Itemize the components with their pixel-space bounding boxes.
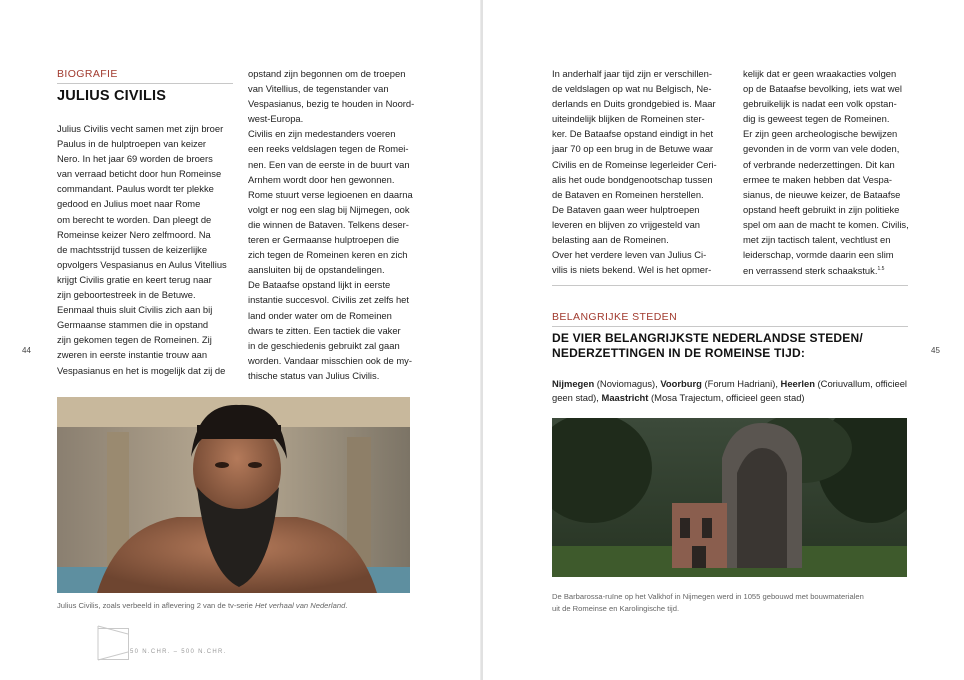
caption-line-2: uit de Romeinse en Karolingische tijd. bbox=[552, 603, 680, 613]
text-line: commandant. Paulus wordt ter plekke bbox=[57, 183, 214, 195]
photo-caption-right bbox=[552, 591, 912, 614]
barbarossa-ruin-illustration bbox=[552, 418, 907, 577]
city-voorburg: Voorburg bbox=[660, 378, 702, 389]
text-line: aansluiten bij de opstandelingen. bbox=[248, 264, 385, 276]
text-line: met zijn tactisch talent, vechtlust en bbox=[743, 234, 891, 246]
text-line: derlands en Duits grondgebied is. Maar bbox=[552, 98, 716, 110]
text-line: alis het oude bondgenootschap tussen bbox=[552, 173, 713, 185]
text-line: jaar 70 op een brug in de Betuwe waar bbox=[552, 143, 714, 155]
city-detail: (Noviomagus), bbox=[594, 378, 661, 389]
caption-text: Julius Civilis, zoals verbeeld in aflevering 2 van de tv-serie bbox=[57, 601, 255, 610]
photo-caption-left bbox=[57, 600, 417, 612]
text-line: thische status van Julius Civilis. bbox=[248, 369, 380, 381]
text-column-4 bbox=[743, 66, 923, 278]
text-line: de veldslagen op wat nu Belgisch, Ne- bbox=[552, 83, 712, 95]
text-line: volgt er nog een slag bij Nijmegen, ook bbox=[248, 203, 410, 215]
text-line: Er zijn geen archeologische bewijzen bbox=[743, 128, 898, 140]
text-line: Germaanse stammen die in opstand bbox=[57, 319, 209, 331]
julius-civilis-photo bbox=[57, 397, 410, 593]
text-line: opvolgers Vespasianus en Aulus Vitellius bbox=[57, 258, 227, 270]
city-detail: (Coriuvallum, officieel bbox=[814, 378, 907, 389]
text-line: land onder water om de Romeinen bbox=[248, 309, 392, 321]
city-detail: (Mosa Trajectum, officieel geen stad) bbox=[648, 392, 805, 403]
cities-list bbox=[552, 377, 912, 405]
text-line: Nero. In het jaar 69 worden de broers bbox=[57, 153, 213, 165]
text-line: De Bataafse opstand lijkt in eerste bbox=[248, 279, 391, 291]
text-line: Over het verdere leven van Julius Ci- bbox=[552, 249, 707, 261]
text-line: sianus, de nieuwe keizer, de Bataafse bbox=[743, 188, 901, 200]
page-number-left: 44 bbox=[22, 346, 31, 355]
text-line: dig is geweest tegen de Romeinen. bbox=[743, 113, 890, 125]
text-line: Arnhem wordt door hen gewonnen. bbox=[248, 173, 395, 185]
text-line: de Bataven en Romeinen herstellen. bbox=[552, 188, 704, 200]
section-heading bbox=[552, 331, 863, 361]
left-page bbox=[0, 0, 481, 680]
heading-line-1: DE VIER BELANGRIJKSTE NEDERLANDSE STEDEN/ bbox=[552, 331, 863, 345]
text-line: leiderschap, vormde daarin een slim bbox=[743, 249, 894, 261]
right-page bbox=[483, 0, 964, 680]
text-line: van verraad beticht door hun Romeinse bbox=[57, 168, 222, 180]
text-line: gevonden in de vorm van vele doden, bbox=[743, 143, 900, 155]
text-line: de machtsstrijd tussen de keizerlijke bbox=[57, 243, 208, 255]
footnote-marker: 1.5 bbox=[877, 266, 885, 273]
text-column-2 bbox=[248, 66, 428, 383]
city-heerlen: Heerlen bbox=[780, 378, 815, 389]
caption-end: . bbox=[345, 601, 348, 610]
text-column-3 bbox=[552, 66, 732, 277]
text-line: opstand heeft gebruikt in zijn politieke bbox=[743, 203, 900, 215]
text-line: krijgt Civilis gratie en keert terug naar bbox=[57, 273, 212, 285]
text-line: Eenmaal thuis sluit Civilis zich aan bij bbox=[57, 304, 213, 316]
text-line: Paulus in de hulptroepen van keizer bbox=[57, 138, 207, 150]
heading-line-2: NEDERZETTINGEN IN DE ROMEINSE TIJD: bbox=[552, 346, 806, 360]
text-line: nen. Een van de eerste in de buurt van bbox=[248, 158, 410, 170]
section-divider bbox=[552, 326, 908, 327]
text-line: gedood en Julius moet naar Rome bbox=[57, 198, 201, 210]
barbarossa-ruin-photo bbox=[552, 418, 907, 577]
text-line: teren er Germaanse hulptroepen die bbox=[248, 234, 400, 246]
text-line: worden. Vandaar misschien ook de my- bbox=[248, 354, 412, 366]
text-line: Rome stuurt verse legioenen en daarna bbox=[248, 188, 413, 200]
text-line: In anderhalf jaar tijd zijn er verschillen- bbox=[552, 68, 712, 79]
text-line: vilis is niets bekend. Wel is het opmer- bbox=[552, 264, 712, 276]
text-line: of verbrande nederzettingen. Dit kan bbox=[743, 158, 895, 170]
text-line: Vespasianus en het is mogelijk dat zij de bbox=[57, 364, 226, 376]
text-line: Civilis en de Romeinse legerleider Ceri- bbox=[552, 158, 717, 170]
text-line: opstand zijn begonnen om de troepen bbox=[248, 68, 406, 79]
page-number-right: 45 bbox=[931, 346, 940, 355]
text-column-1 bbox=[57, 121, 237, 378]
city-nijmegen: Nijmegen bbox=[552, 378, 595, 389]
text-line: leveren en blijven zo vrijgesteld van bbox=[552, 218, 700, 230]
era-label: 50 N.CHR. – 500 N.CHR. bbox=[130, 649, 227, 655]
section-label-steden: BELANGRIJKE STEDEN bbox=[552, 311, 678, 323]
text-line: Vespasianus, bezig te houden in Noord- bbox=[248, 98, 415, 110]
text-line: belasting aan de Romeinen. bbox=[552, 234, 669, 246]
text-line: zweren in eerste instantie trouw aan bbox=[57, 349, 208, 361]
text-line: op de Bataafse bevolking, iets wat wel bbox=[743, 83, 902, 95]
text-line: kelijk dat er geen wraakacties volgen bbox=[743, 68, 897, 79]
text-line: die winnen de Bataven. Telkens deser- bbox=[248, 218, 409, 230]
city-maastricht: Maastricht bbox=[601, 392, 649, 403]
text-line: ermee te maken hebben dat Vespa- bbox=[743, 173, 893, 185]
text-line: spel om aan de macht te komen. Civilis, bbox=[743, 218, 909, 230]
caption-series-title: Het verhaal van Nederland bbox=[254, 601, 346, 610]
julius-civilis-illustration bbox=[57, 397, 410, 593]
text-line: een reeks veldslagen tegen de Romei- bbox=[248, 143, 409, 155]
caption-line-1: De Barbarossa-ruïne op het Valkhof in Nijmegen werd in 1055 gebouwd met bouwmaterialen bbox=[552, 592, 864, 601]
text-line: west-Europa. bbox=[248, 113, 304, 125]
section-divider-top bbox=[552, 285, 908, 286]
text-line: zich tegen de Romeinen keren en zich bbox=[248, 249, 408, 261]
text-line: om berecht te worden. Dan pleegt de bbox=[57, 213, 212, 225]
text-line: zijn geboortestreek in de Betuwe. bbox=[57, 289, 196, 301]
city-detail: (Forum Hadriani), bbox=[701, 378, 781, 389]
text-line: uiteindelijk blijken de Romeinen ster- bbox=[552, 113, 705, 125]
text-line: Civilis en zijn medestanders voeren bbox=[248, 128, 396, 140]
section-divider bbox=[57, 83, 233, 84]
footer-corner-mark bbox=[96, 624, 130, 662]
page-title: JULIUS CIVILIS bbox=[57, 88, 167, 104]
text-line: dwars te zitten. Een tactiek die vaker bbox=[248, 324, 401, 336]
text-line: zijn gekomen tegen de Romeinen. Zij bbox=[57, 334, 212, 346]
text-line: van Vitellius, de tegenstander van bbox=[248, 83, 389, 95]
text-line: en verrassend sterk schaakstuk.$^{1.5}$ bbox=[743, 265, 885, 277]
text-line: De Bataven gaan weer hulptroepen bbox=[552, 203, 700, 215]
city-detail: geen stad), bbox=[552, 392, 602, 403]
text-line: instantie succesvol. Civilis zet zelfs het bbox=[248, 294, 410, 306]
text-line: Romeinse keizer Nero zelfmoord. Na bbox=[57, 228, 211, 240]
text-line: in de geschiedenis gebruikt zal gaan bbox=[248, 339, 400, 351]
text-line: gebruikelijk is nadat een volk opstan- bbox=[743, 98, 897, 110]
text-line: Julius Civilis vecht samen met zijn broer bbox=[57, 123, 224, 134]
section-label-biografie: BIOGRAFIE bbox=[57, 68, 118, 80]
text-line: ker. De Bataafse opstand eindigt in het bbox=[552, 128, 714, 140]
